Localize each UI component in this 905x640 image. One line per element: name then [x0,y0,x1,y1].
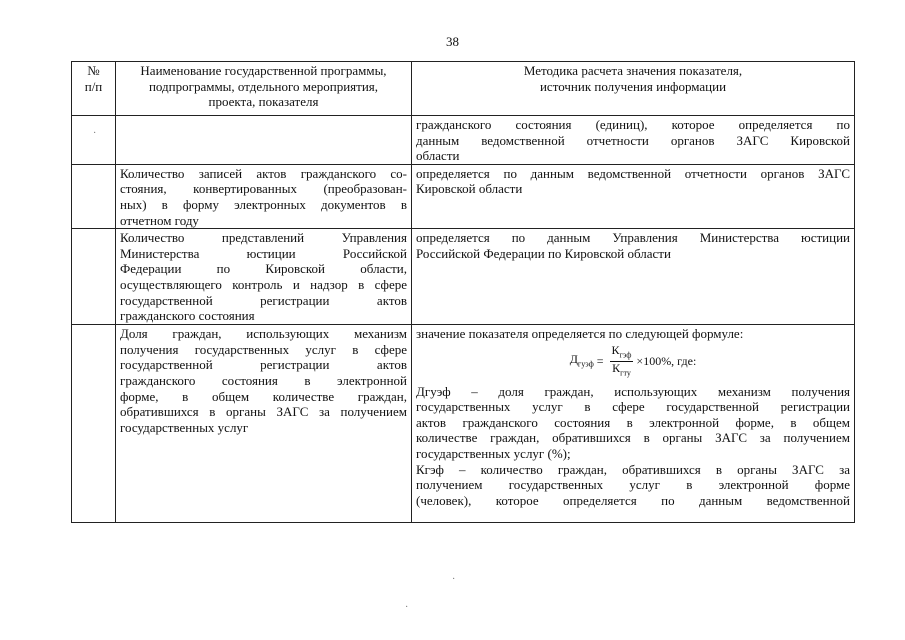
formula [416,344,850,380]
page-number: 38 [446,34,459,49]
formula-intro: значение показателя определяется по следующей формуле: [416,326,744,342]
formula-eq: = [596,353,604,368]
row-number [72,325,116,523]
methodology-table [71,61,855,523]
row-method: гражданского состояния (единиц), которое определяется по данным ведомственной отчетности органов ЗАГС Кировской области [412,116,855,165]
table-row [72,229,855,325]
row-number [72,116,116,165]
scan-speck: · [405,602,409,613]
formula-tail: ×100%, где: [636,353,697,368]
row-name: Доля граждан, использующих механизм получения государственных услуг в сфере государственной регистрации актов гражданского состояния в электронной форме, в общем количестве граждан, обратившихся в органы ЗАГС за получением государственных услуг [116,325,412,523]
scan-speck: · [93,128,97,139]
scan-speck: · [452,574,456,585]
header-name: Наименование государственной программы, подпрограммы, отдельного мероприятия, проекта, показателя [116,62,412,116]
row-method: определяется по данным ведомственной отчетности органов ЗАГС Кировской области [412,164,855,228]
header-method: Методика расчета значения показателя, источник получения информации [412,62,855,116]
formula-fraction [610,344,634,380]
row-number [72,164,116,228]
row-method: определяется по данным Управления Министерства юстиции Российской Федерации по Кировской области [412,229,855,325]
table-header-row [72,62,855,116]
formula-denominator: $К_{гту}$ [612,361,631,378]
header-number: № п/п [72,62,116,116]
table-row [72,164,855,228]
formula-numerator: $К_{гэф}$ [610,344,634,362]
row-name: Количество представлений Управления Министерства юстиции Российской Федерации по Кировской области, осуществляющего контроль и надзор в сфере государственной регистрации актов гражданского состояния [116,229,412,325]
formula-lhs: $Д_{гуэф}$ [569,351,594,369]
table-row [72,325,855,523]
row-method: значение показателя определяется по следующей формуле: $Д_{гуэф}$ = $\frac{К_{гэф}}{К_{гту}}$ ×100%, где: Дгуэф – доля граждан, использующих механизм получения государственных услуг в сфере государственной регистрации актов гражданского состояния в электронной форме, в общем количестве граждан, обратившихся в органы ЗАГС за получением государственных услуг (%); Кгэф – количество граждан, обратившихся в органы ЗАГС за получением государственных услуг в электронной форме (человек), которое определяется по данным ведомственной [412,325,855,523]
table-row [72,116,855,165]
row-number [72,229,116,325]
row-name: Количество записей актов гражданского со- стояния, конвертированных (преобразован- ных) в форму электронных документов в отчетном году [116,164,412,228]
row-name [116,116,412,165]
